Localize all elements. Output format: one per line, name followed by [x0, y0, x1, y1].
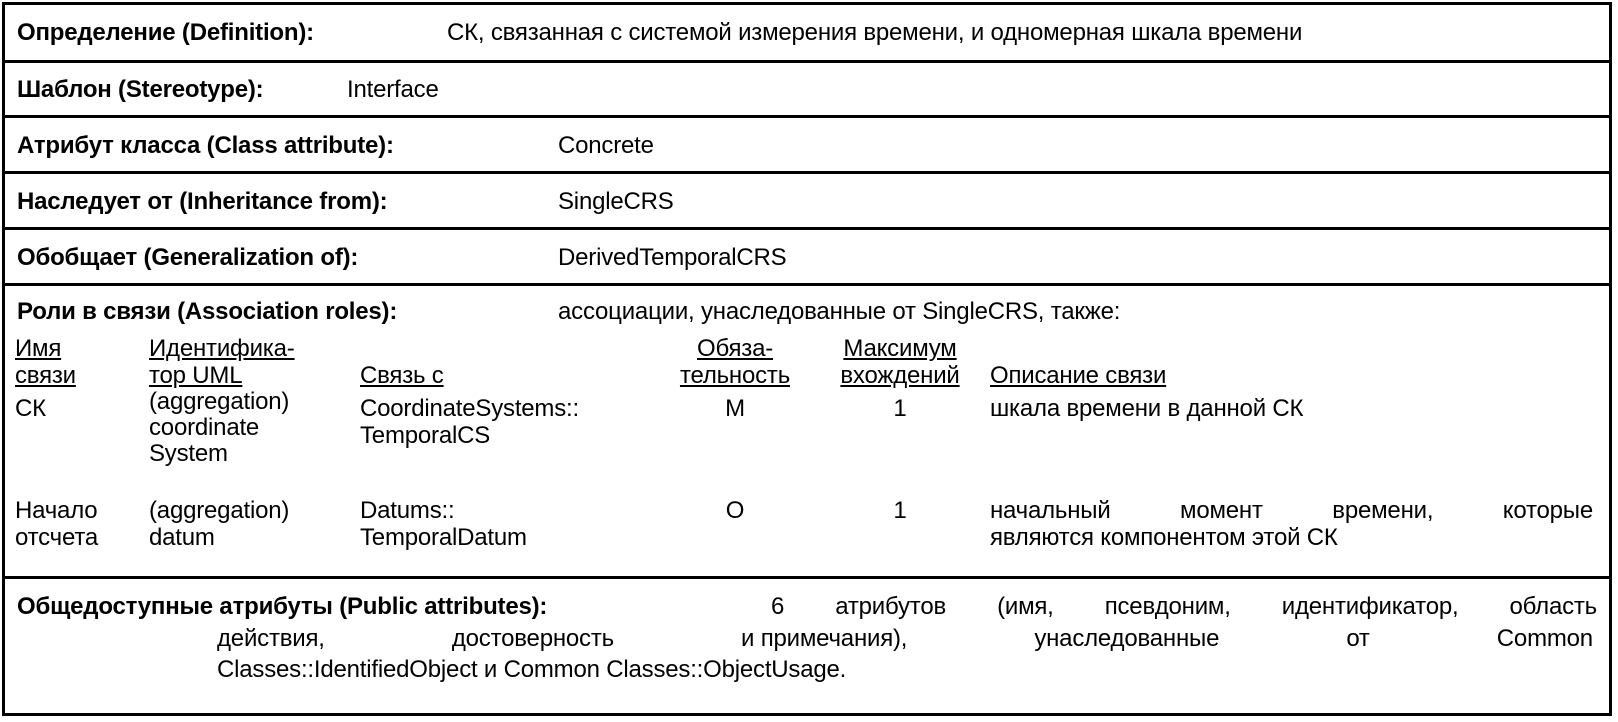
- class-definition-table: [2, 2, 1612, 716]
- inheritance-value: SingleCRS: [558, 188, 674, 215]
- definition-row: [5, 5, 1609, 63]
- class-attribute-label: Атрибут класса (Class attribute):: [17, 132, 394, 159]
- header-obligation: Обяза- тельность: [679, 335, 791, 389]
- header-name: Имя связи: [15, 335, 76, 389]
- public-attributes-value-rest: [217, 623, 1593, 685]
- association-roles-value: ассоциации, унаследованные от SingleCRS, также:: [558, 298, 1121, 325]
- role-row-1-link: CoordinateSystems:: TemporalCS: [360, 395, 579, 449]
- association-roles-label: Роли в связи (Association roles):: [17, 298, 398, 325]
- public-attributes-value-first: 6 атрибутов (имя, псевдоним, идентификатор, область: [771, 593, 1597, 620]
- role-row-2-link: Datums:: TemporalDatum: [360, 497, 527, 551]
- public-attributes-line-3: Classes::IdentifiedObject и Common Classes::ObjectUsage.: [217, 656, 847, 683]
- header-link: Связь с: [360, 362, 444, 389]
- role-row-2-obligation: O: [725, 497, 745, 524]
- role-row-2-name: Начало отсчета: [15, 497, 98, 551]
- public-attributes-row: [5, 579, 1609, 716]
- definition-label: Определение (Definition):: [17, 19, 314, 46]
- stereotype-value: Interface: [347, 76, 439, 103]
- header-description: Описание связи: [990, 362, 1167, 389]
- generalization-value: DerivedTemporalCRS: [558, 244, 787, 271]
- association-roles-row: [5, 286, 1609, 579]
- role-row-1-name: СК: [15, 395, 46, 422]
- header-uml-id: Идентифика- тор UML: [149, 335, 295, 389]
- public-attributes-line-2: действия, достоверность и примечания), унаследованные от Common: [217, 625, 1593, 652]
- public-attributes-label: Общедоступные атрибуты (Public attributes):: [17, 593, 548, 620]
- class-attribute-value: Concrete: [558, 132, 654, 159]
- definition-value: СК, связанная с системой измерения времени, и одномерная шкала времени: [447, 19, 1303, 46]
- header-max: Максимум вхождений: [840, 335, 960, 389]
- stereotype-row: [5, 63, 1609, 118]
- inheritance-label: Наследует от (Inheritance from):: [17, 188, 388, 215]
- role-row-1-description: шкала времени в данной СК: [990, 395, 1304, 422]
- role-row-2-max: 1: [893, 497, 907, 524]
- generalization-label: Обобщает (Generalization of):: [17, 244, 359, 271]
- inheritance-row: [5, 174, 1609, 230]
- role-row-1-uml-id: (aggregation) coordinate System: [149, 388, 290, 467]
- role-row-1-max: 1: [893, 395, 907, 422]
- stereotype-label: Шаблон (Stereotype):: [17, 76, 264, 103]
- role-row-1-obligation: M: [725, 395, 745, 422]
- generalization-row: [5, 230, 1609, 286]
- class-attribute-row: [5, 118, 1609, 174]
- role-row-2-description: начальный момент времени, которые являются компонентом этой СК: [990, 497, 1593, 551]
- role-row-2-uml-id: (aggregation) datum: [149, 497, 290, 551]
